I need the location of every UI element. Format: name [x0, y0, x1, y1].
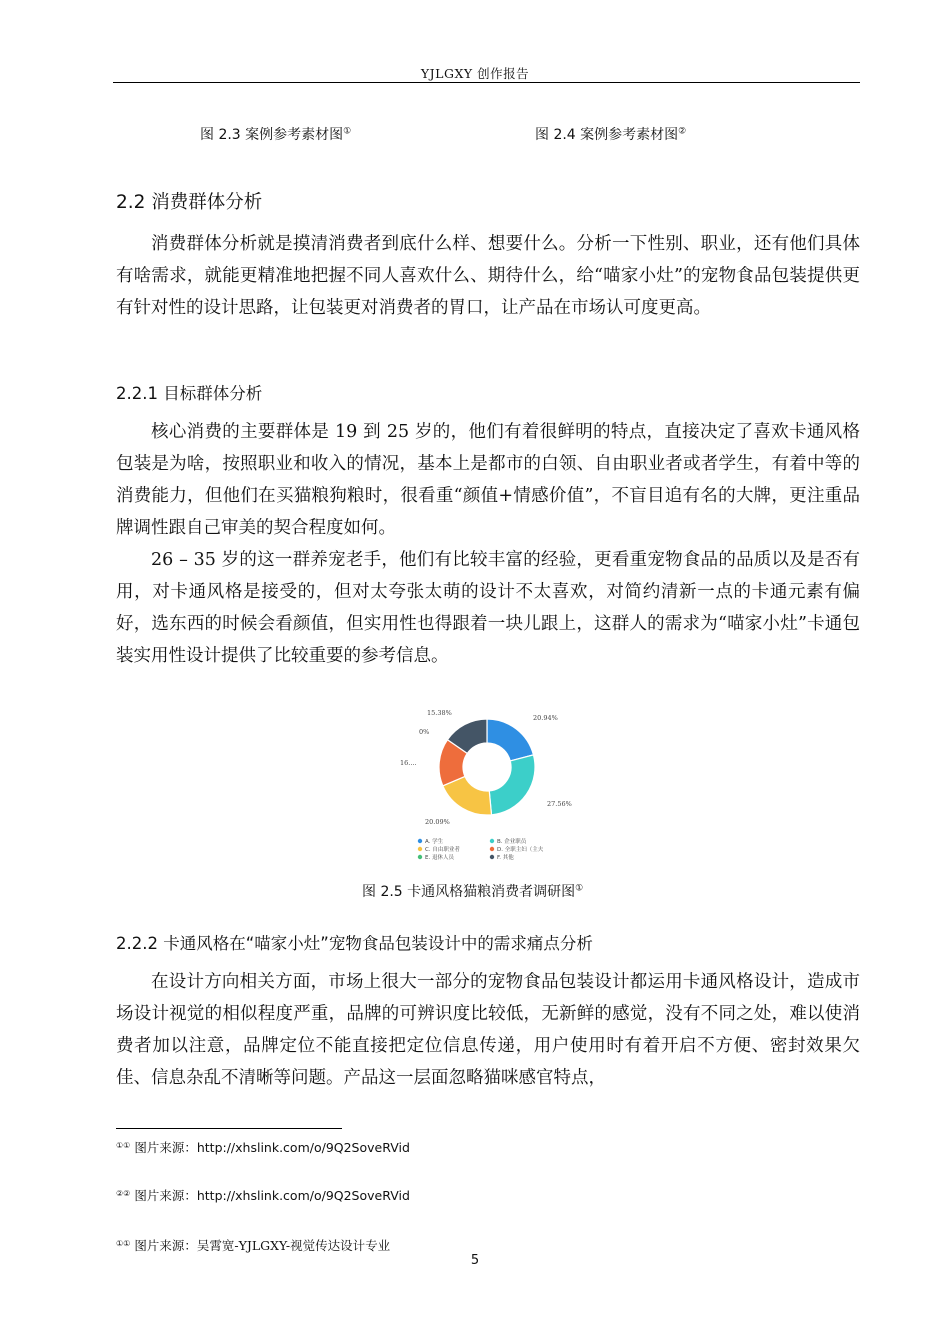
slice-value-label: 16....: [400, 759, 417, 767]
footnote-1: [116, 1138, 410, 1156]
footnote-mark: ①: [575, 883, 584, 894]
footnote-divider: [116, 1128, 342, 1129]
header-divider: [113, 82, 860, 83]
figure-caption-text: 图 2.4 案例参考素材图: [535, 127, 679, 143]
legend-swatch-homemaker: [490, 847, 494, 851]
section-heading-2-2: 2.2 消费群体分析: [116, 192, 263, 213]
legend-swatch-other: [490, 855, 494, 859]
page-header: YJLGXY 创作报告: [420, 66, 530, 81]
section-heading-2-2-1: 2.2.1 目标群体分析: [116, 384, 263, 403]
paragraph: 核心消费的主要群体是 19 到 25 岁的，他们有着很鲜明的特点，直接决定了喜欢卡通风格包装是为啥，按照职业和收入的情况，基本上是都市的白领、自由职业者或者学生，有着中等的消费能力，但他们在买猫粮狗粮时，很看重“颜值+情感价值”，不盲目追有名的大牌，更注重品牌调性跟自己审美的契合程度如何。: [116, 422, 860, 538]
footnote-text: 图片来源：http://xhslink.com/o/9Q2SoveRVid: [134, 1140, 410, 1155]
legend-swatch-student: [418, 839, 422, 843]
footnote-text: 图片来源：吴霄宽-YJLGXY-视觉传达设计专业: [134, 1238, 391, 1253]
legend-swatch-freelancer: [418, 847, 422, 851]
slice-value-label: 15.38%: [427, 709, 452, 717]
legend-label-retiree: E. 退休人员: [425, 855, 454, 861]
figure-caption-2-3: [200, 124, 351, 144]
legend-swatch-company-staff: [490, 839, 494, 843]
consumer-survey-donut-chart: [380, 700, 600, 870]
figure-caption-text: 图 2.5 卡通风格猫粮消费者调研图: [362, 884, 576, 900]
footnote-2: [116, 1186, 410, 1204]
legend-label-student: A. 学生: [425, 839, 444, 845]
footnote-3: [116, 1236, 390, 1254]
figure-caption-2-4: [535, 124, 686, 144]
legend-label-freelancer: C. 自由职业者: [425, 847, 460, 853]
footnote-mark: ①①: [116, 1141, 131, 1150]
slice-value-label: 0%: [419, 728, 430, 736]
legend-swatch-retiree: [418, 855, 422, 859]
figure-caption-2-5: [362, 881, 583, 901]
legend-label-other: F. 其他: [497, 855, 514, 861]
legend-label-homemaker: D. 全职主妇（主夫: [497, 847, 544, 853]
figure-caption-text: 图 2.3 案例参考素材图: [200, 127, 344, 143]
page-number: 5: [470, 1253, 480, 1268]
footnote-mark: ②: [678, 126, 687, 137]
paragraph: 在设计方向相关方面，市场上很大一部分的宠物食品包装设计都运用卡通风格设计，造成市场设计视觉的相似程度严重，品牌的可辨识度比较低，无新鲜的感觉，没有不同之处，难以使消费者加以注意，品牌定位不能直接把定位信息传递，用户使用时有着开启不方便、密封效果欠佳、信息杂乱不清晰等问题。产品这一层面忽略猫咪感官特点，: [116, 972, 860, 1088]
section-heading-2-2-2: 2.2.2 卡通风格在“喵家小灶”宠物食品包装设计中的需求痛点分析: [116, 934, 593, 953]
donut-slice-company-staff: [489, 755, 535, 815]
slice-value-label: 20.09%: [425, 818, 450, 826]
footnote-mark: ①: [343, 126, 352, 137]
donut-slice-student: [487, 719, 533, 761]
legend-label-company-staff: B. 企业职员: [497, 839, 527, 845]
footnote-mark: ①①: [116, 1239, 131, 1248]
paragraph: 消费群体分析就是摸清消费者到底什么样、想要什么。分析一下性别、职业，还有他们具体有啥需求，就能更精准地把握不同人喜欢什么、期待什么，给“喵家小灶”的宠物食品包装提供更有针对性的设计思路，让包装更对消费者的胃口，让产品在市场认可度更高。: [116, 234, 860, 318]
slice-value-label: 20.94%: [533, 714, 558, 722]
footnote-mark: ②②: [116, 1189, 131, 1198]
slice-value-label: 27.56%: [547, 800, 572, 808]
donut-chart-svg: [380, 700, 600, 870]
footnote-text: 图片来源：http://xhslink.com/o/9Q2SoveRVid: [134, 1188, 410, 1203]
paragraph: 26 – 35 岁的这一群养宠老手，他们有比较丰富的经验，更看重宠物食品的品质以及是否有用，对卡通风格是接受的，但对太夸张太萌的设计不太喜欢，对简约清新一点的卡通元素有偏好，选东西的时候会看颜值，但实用性也得跟着一块儿跟上，这群人的需求为“喵家小灶”卡通包装实用性设计提供了比较重要的参考信息。: [116, 550, 860, 666]
